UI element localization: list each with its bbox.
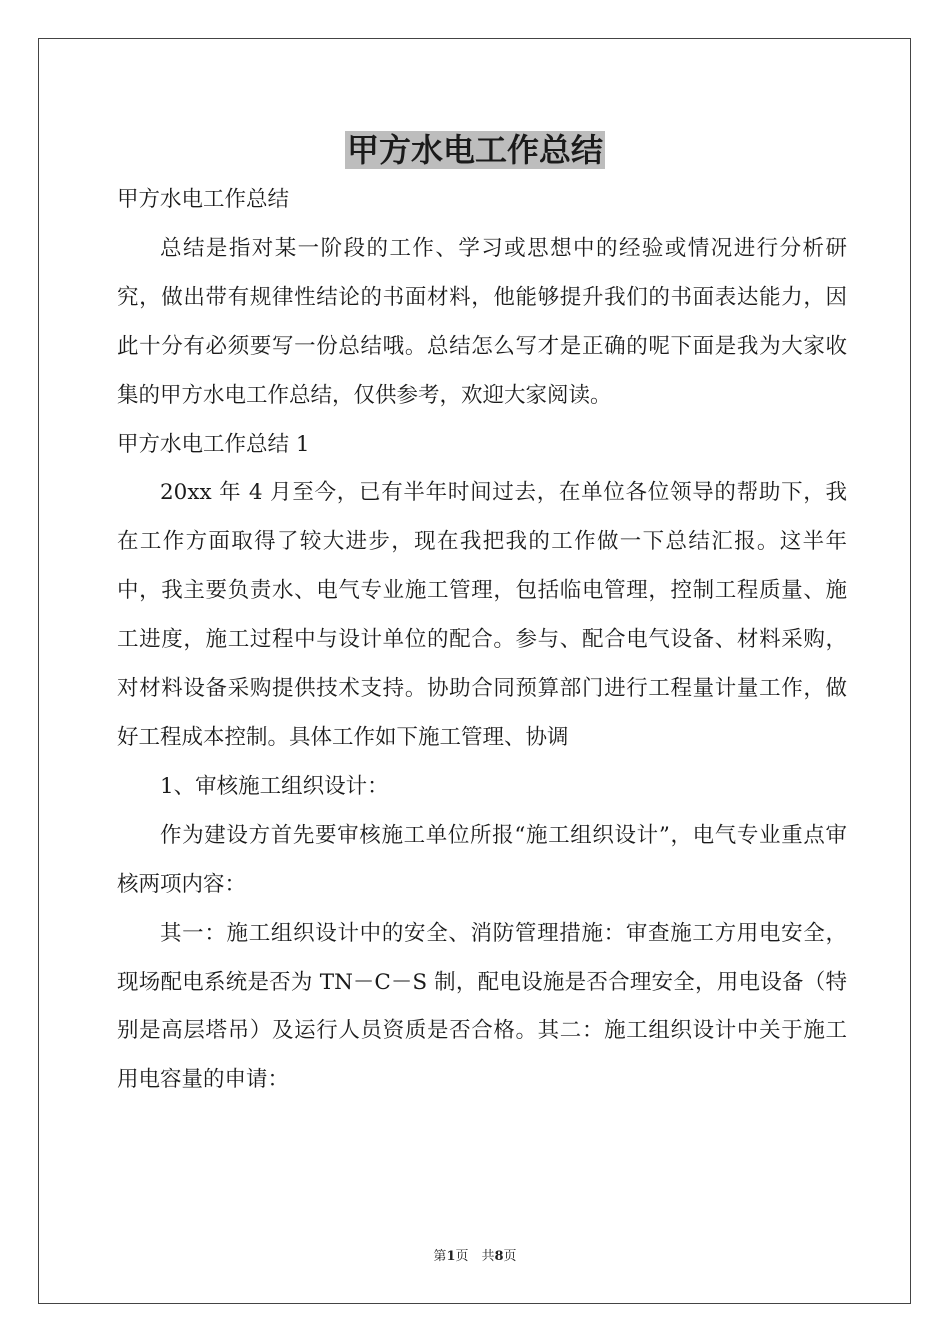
body-paragraph: 20xx 年 4 月至今，已有半年时间过去，在单位各位领导的帮助下，我在工作方面取得了较大进步，现在我把我的工作做一下总结汇报。这半年中，我主要负责水、电气专业施工管理，包括临电管理，控制工程质量、施工进度，施工过程中与设计单位的配合。参与、配合电气设备、材料采购，对材料设备采购提供技术支持。协助合同预算部门进行工程量计量工作，做好工程成本控制。具体工作如下施工管理、协调 (117, 480, 847, 750)
body-paragraph: 其一：施工组织设计中的安全、消防管理措施：审查施工方用电安全，现场配电系统是否为 TN－C－S 制，配电设施是否合理安全，用电设备（特别是高层塔吊）及运行人员资质是否合格。其二：施工组织设计中关于施工用电容量的申请： (117, 920, 847, 1093)
document-title (0, 128, 950, 172)
footer-page-current: 1 (446, 1249, 456, 1264)
list-heading: 1、审核施工组织设计： (160, 773, 389, 799)
footer-page-suffix: 页 (503, 1249, 517, 1264)
footer-page-prefix: 第 (433, 1249, 447, 1264)
document-body (117, 176, 847, 1105)
page-footer (0, 1245, 950, 1264)
section-heading: 甲方水电工作总结 (117, 187, 290, 212)
section-heading: 甲方水电工作总结 1 (117, 431, 310, 457)
body-paragraph: 总结是指对某一阶段的工作、学习或思想中的经验或情况进行分析研究，做出带有规律性结论的书面材料，他能够提升我们的书面表达能力，因此十分有必须要写一份总结哦。总结怎么写才是正确的呢下面是我为大家收集的甲方水电工作总结，仅供参考，欢迎大家阅读。 (117, 235, 847, 408)
footer-page-total: 8 (494, 1249, 504, 1264)
document-title-text: 甲方水电工作总结 (346, 131, 603, 169)
footer-page-mid: 页 共 (455, 1249, 495, 1264)
body-paragraph: 作为建设方首先要审核施工单位所报“施工组织设计”，电气专业重点审核两项内容： (117, 822, 847, 897)
